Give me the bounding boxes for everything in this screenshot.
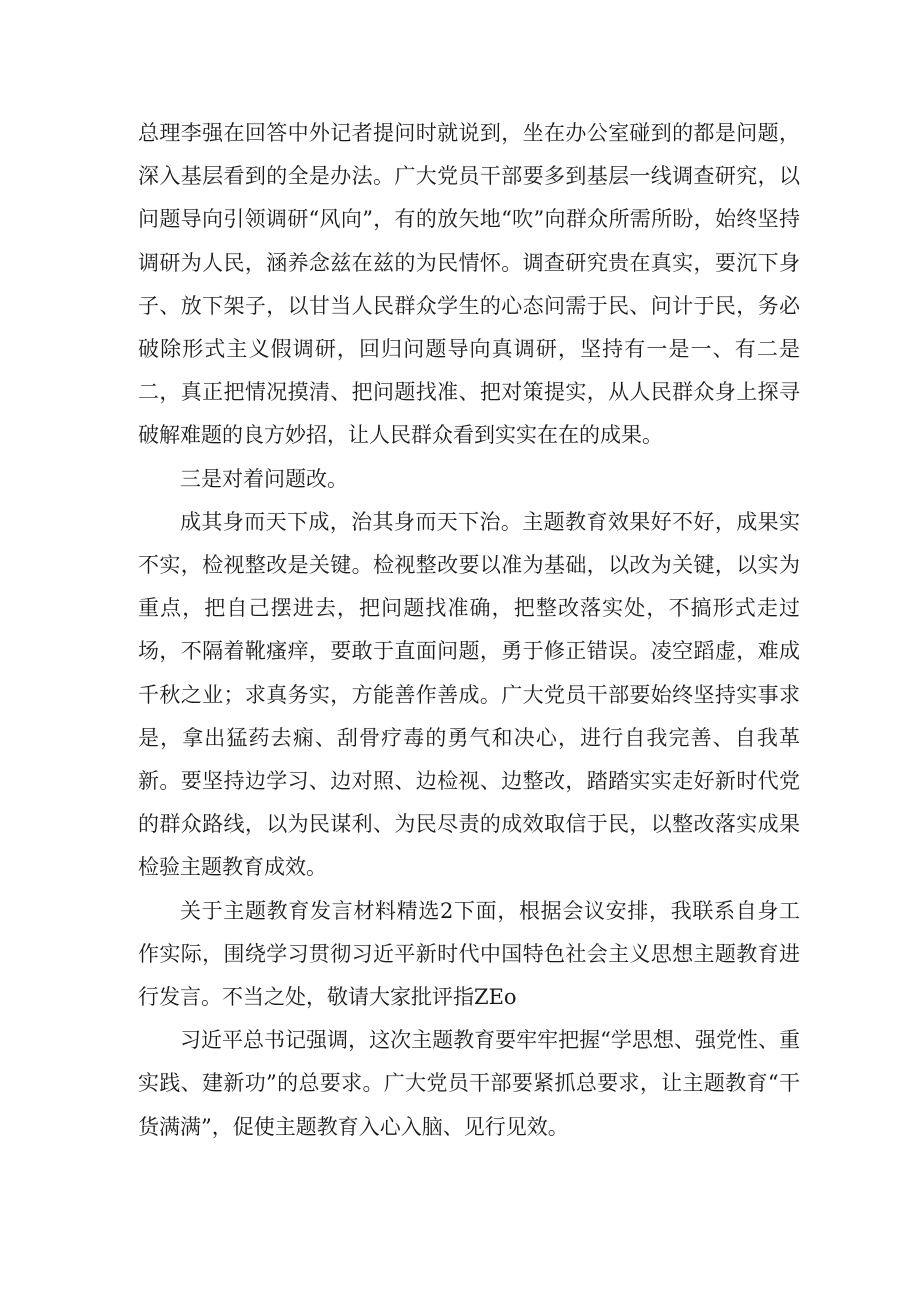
paragraph-4: 关于主题教育发言材料精选2下面，根据会议安排，我联系自身工作实际，围绕学习贯彻习近平新时代中国特色社会主义思想主题教育进行发言。不当之处，敬请大家批评指ZEo [138,898,800,1010]
paragraph-2-heading: 三是对着问题改。 [180,466,348,491]
paragraph-1: 总理李强在回答中外记者提问时就说到，坐在办公室碰到的都是问题，深入基层看到的全是办法。广大党员干部要多到基层一线调查研究，以问题导向引领调研“风向”，有的放矢地“吹”向群众所需所盼，始终坚持调研为人民，涵养念兹在兹的为民情怀。调查研究贵在真实，要沉下身子、放下架子，以甘当人民群众学生的心态问需于民、问计于民，务必破除形式主义假调研，回归问题导向真调研，坚持有一是一、有二是二，真正把情况摸清、把问题找准、把对策提实，从人民群众身上探寻破解难题的良方妙招，让人民群众看到实实在在的成果。 [138,121,800,448]
paragraph-5: 习近平总书记强调，这次主题教育要牢牢把握“学思想、强党性、重实践、建新功”的总要求。广大党员干部要紧抓总要求，让主题教育“干货满满”，促使主题教育入心入脑、见行见效。 [138,1028,800,1139]
document-body [138,112,800,1149]
paragraph-3: 成其身而天下成，治其身而天下治。主题教育效果好不好，成果实不实，检视整改是关键。检视整改要以准为基础，以改为关键，以实为重点，把自己摆进去，把问题找准确，把整改落实处，不搞形式走过场，不隔着靴瘙痒，要敢于直面问题，勇于修正错误。凌空蹈虚，难成千秋之业；求真务实，方能善作善成。广大党员干部要始终坚持实事求是，拿出猛药去痫、刮骨疗毒的勇气和决心，进行自我完善、自我革新。要坚持边学习、边对照、边检视、边整改，踏踏实实走好新时代党的群众路线，以为民谋利、为民尽责的成效取信于民，以整改落实成果检验主题教育成效。 [138,509,800,880]
